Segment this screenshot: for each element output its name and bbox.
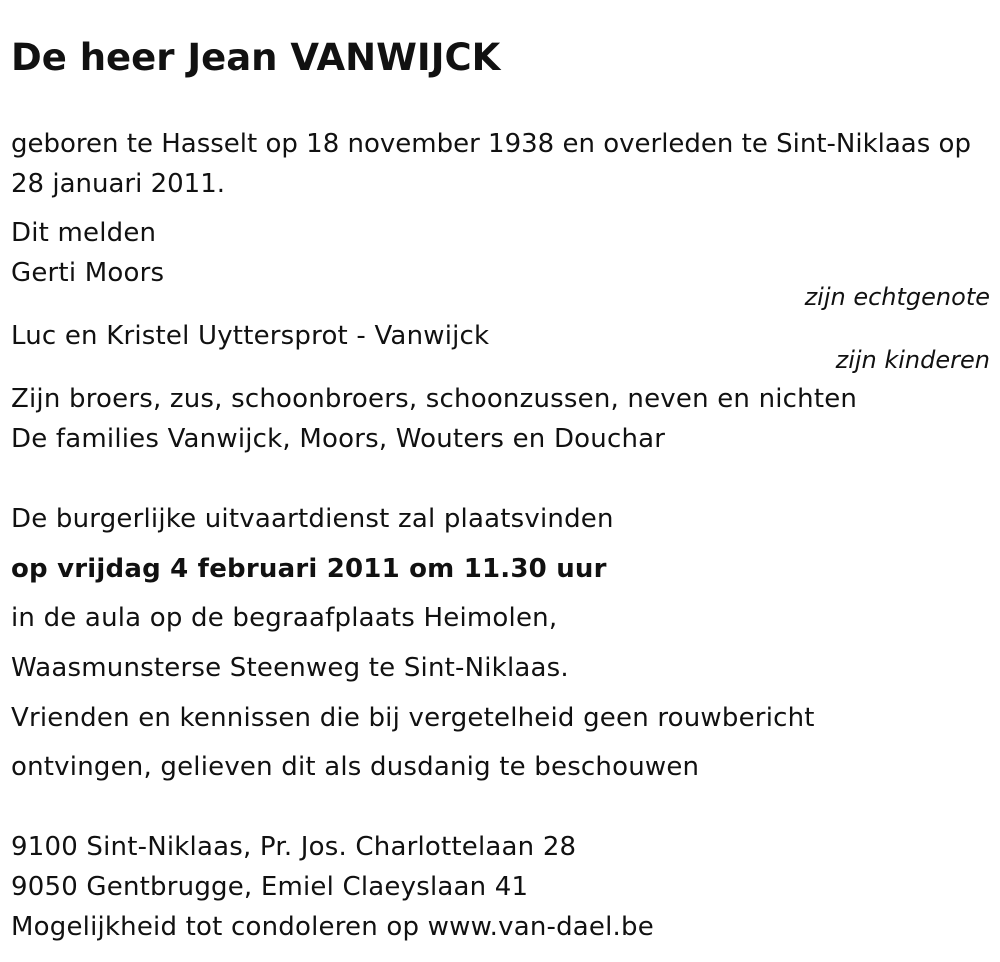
deceased-name-heading: De heer Jean VANWIJCK [11,36,501,79]
siblings-text: Zijn broers, zus, schoonbroers, schoonzussen, neven en nichten [11,384,858,414]
intro-text: Dit melden [11,218,157,248]
birth-death-text: geboren te Hasselt op 18 november 1938 en overleden te Sint-Niklaas op 28 januari 2011. [11,129,971,199]
children-relation: zijn kinderen [835,346,990,374]
children-names: Luc en Kristel Uyttersprot - Vanwijck [11,321,490,351]
service-date-time: op vrijdag 4 februari 2011 om 11.30 uur [11,554,607,584]
notice-line-2: ontvingen, gelieven dit als dusdanig te beschouwen [11,752,700,782]
service-location-1: in de aula op de begraafplaats Heimolen, [11,603,558,633]
spouse-relation: zijn echtgenote [804,283,990,311]
spouse-name: Gerti Moors [11,258,165,288]
address-2: 9050 Gentbrugge, Emiel Claeyslaan 41 [11,872,529,902]
families-text: De families Vanwijck, Moors, Wouters en Douchar [11,424,666,454]
notice-line-1: Vrienden en kennissen die bij vergetelheid geen rouwbericht [11,703,815,733]
address-1: 9100 Sint-Niklaas, Pr. Jos. Charlottelaan 28 [11,832,577,862]
condolence-text: Mogelijkheid tot condoleren op www.van-dael.be [11,912,654,942]
service-location-2: Waasmunsterse Steenweg te Sint-Niklaas. [11,653,569,683]
service-intro: De burgerlijke uitvaartdienst zal plaatsvinden [11,504,614,534]
